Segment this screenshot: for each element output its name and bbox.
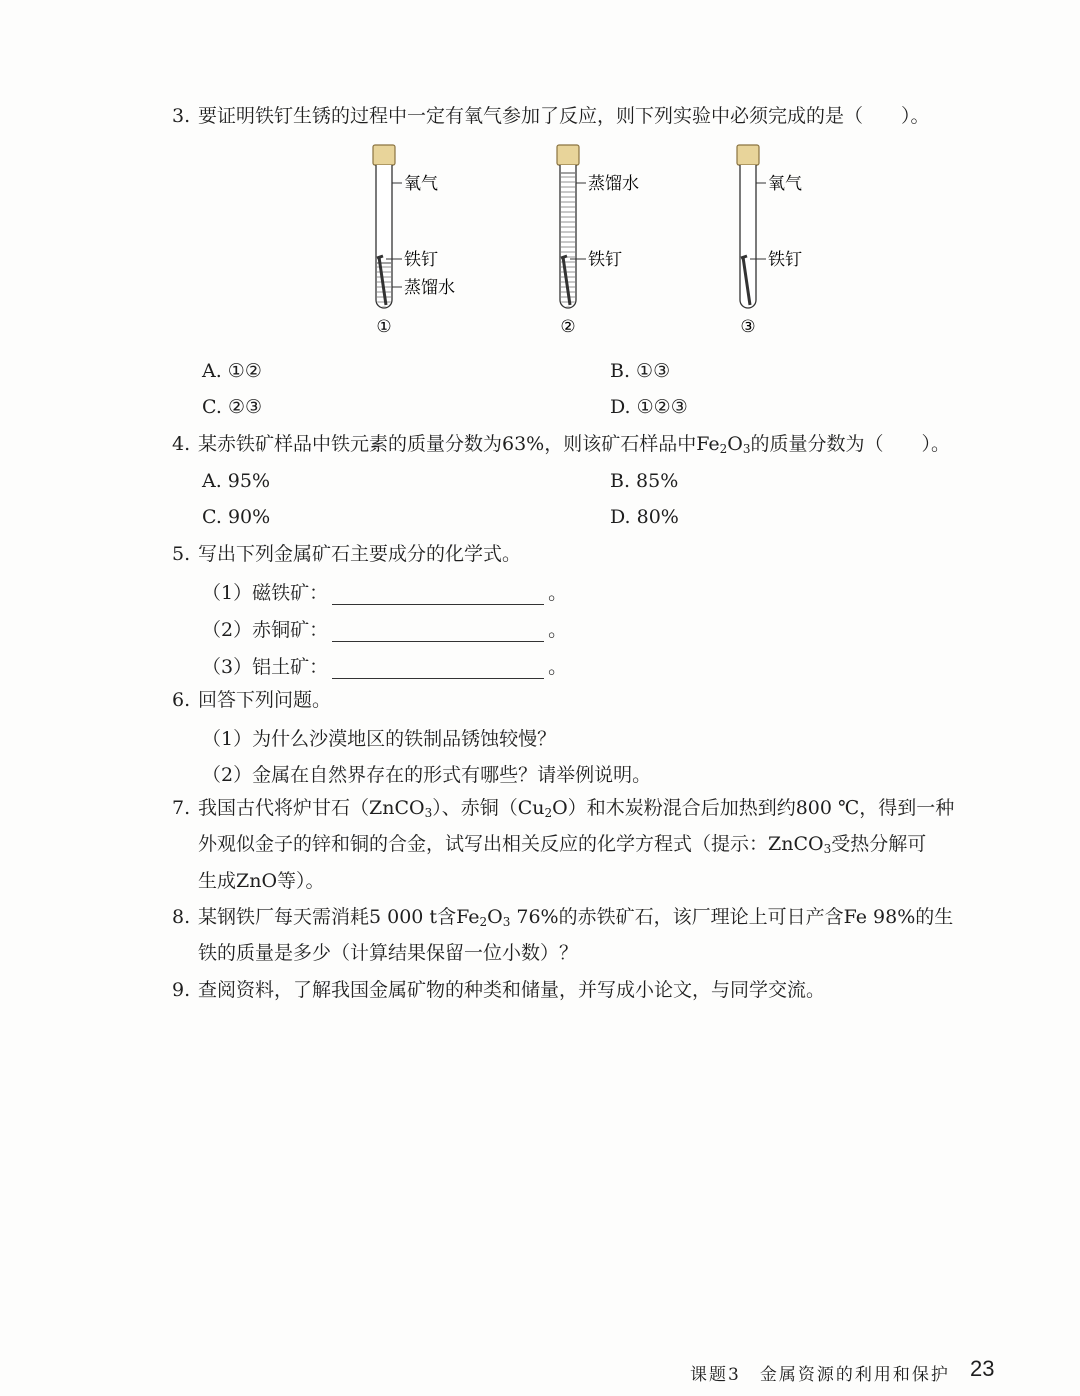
tube1-number: ①: [376, 317, 392, 337]
test-tube-2: [557, 145, 639, 337]
answer-blank[interactable]: [332, 623, 544, 642]
q5-item-1: （1）磁铁矿： 。: [202, 582, 568, 604]
tube2-label-nail: 铁钉: [588, 250, 622, 270]
test-tube-1: [373, 145, 455, 337]
tube2-number: ②: [560, 317, 576, 337]
q4-option-b: B. 85%: [610, 470, 679, 492]
question-text: 某赤铁矿样品中铁元素的质量分数为63%，则该矿石样品中$Fe_2O_3$的质量分数为（ ）。: [198, 433, 950, 456]
tube2-label-water: 蒸馏水: [588, 174, 639, 194]
question-text: 回答下列问题。: [198, 689, 332, 711]
q3-option-d: D. ①②③: [610, 396, 688, 418]
test-tube-figure: [0, 135, 1080, 345]
tube1-label-water: 蒸馏水: [404, 278, 455, 298]
q5-item-2: （2）赤铜矿： 。: [202, 619, 568, 641]
tube1-label-oxygen: 氧气: [404, 174, 438, 194]
question-number: 9.: [172, 979, 191, 1001]
question-number: 6.: [172, 689, 191, 711]
answer-blank[interactable]: [332, 586, 544, 605]
q6-item-2: （2）金属在自然界存在的形式有哪些？请举例说明。: [202, 764, 652, 786]
chapter-footer: 课题3 金属资源的利用和保护: [690, 1365, 950, 1385]
tube3-label-nail: 铁钉: [768, 250, 802, 270]
question-text: 要证明铁钉生锈的过程中一定有氧气参加了反应，则下列实验中必须完成的是（ ）。: [198, 105, 930, 127]
question-number: 8.: [172, 906, 191, 928]
question-number: 4.: [172, 433, 191, 455]
question-number: 5.: [172, 543, 191, 565]
q5-item-3: （3）铝土矿： 。: [202, 656, 568, 678]
q3-option-b: B. ①③: [610, 360, 671, 382]
question-number: 7.: [172, 797, 191, 819]
question-number: 3.: [172, 105, 191, 127]
question-text-line-1: 某钢铁厂每天需消耗5 000 t含$Fe_2O_3$ 76%的赤铁矿石，该厂理论上可日产含Fe 98%的生: [198, 906, 954, 929]
q6-item-1: （1）为什么沙漠地区的铁制品锈蚀较慢？: [202, 728, 557, 750]
page-number: 23: [970, 1356, 995, 1381]
q3-option-a: A. ①②: [202, 360, 262, 382]
answer-blank[interactable]: [332, 660, 544, 679]
q4-option-a: A. 95%: [202, 470, 271, 492]
q4-option-d: D. 80%: [610, 506, 679, 528]
test-tube-3: [737, 145, 802, 337]
tube3-label-oxygen: 氧气: [768, 174, 802, 194]
question-text-line-1: 我国古代将炉甘石（ZnCO$_3$）、赤铜$(Cu_2O)$和木炭粉混合后加热到约800 ℃，得到一种: [198, 797, 955, 820]
question-text: 写出下列金属矿石主要成分的化学式。: [198, 543, 522, 565]
q3-option-c: C. ②③: [202, 396, 263, 418]
tube3-number: ③: [740, 317, 756, 337]
tube1-label-nail: 铁钉: [404, 250, 438, 270]
question-text: 查阅资料，了解我国金属矿物的种类和储量，并写成小论文，与同学交流。: [198, 979, 826, 1001]
q4-option-c: C. 90%: [202, 506, 271, 528]
